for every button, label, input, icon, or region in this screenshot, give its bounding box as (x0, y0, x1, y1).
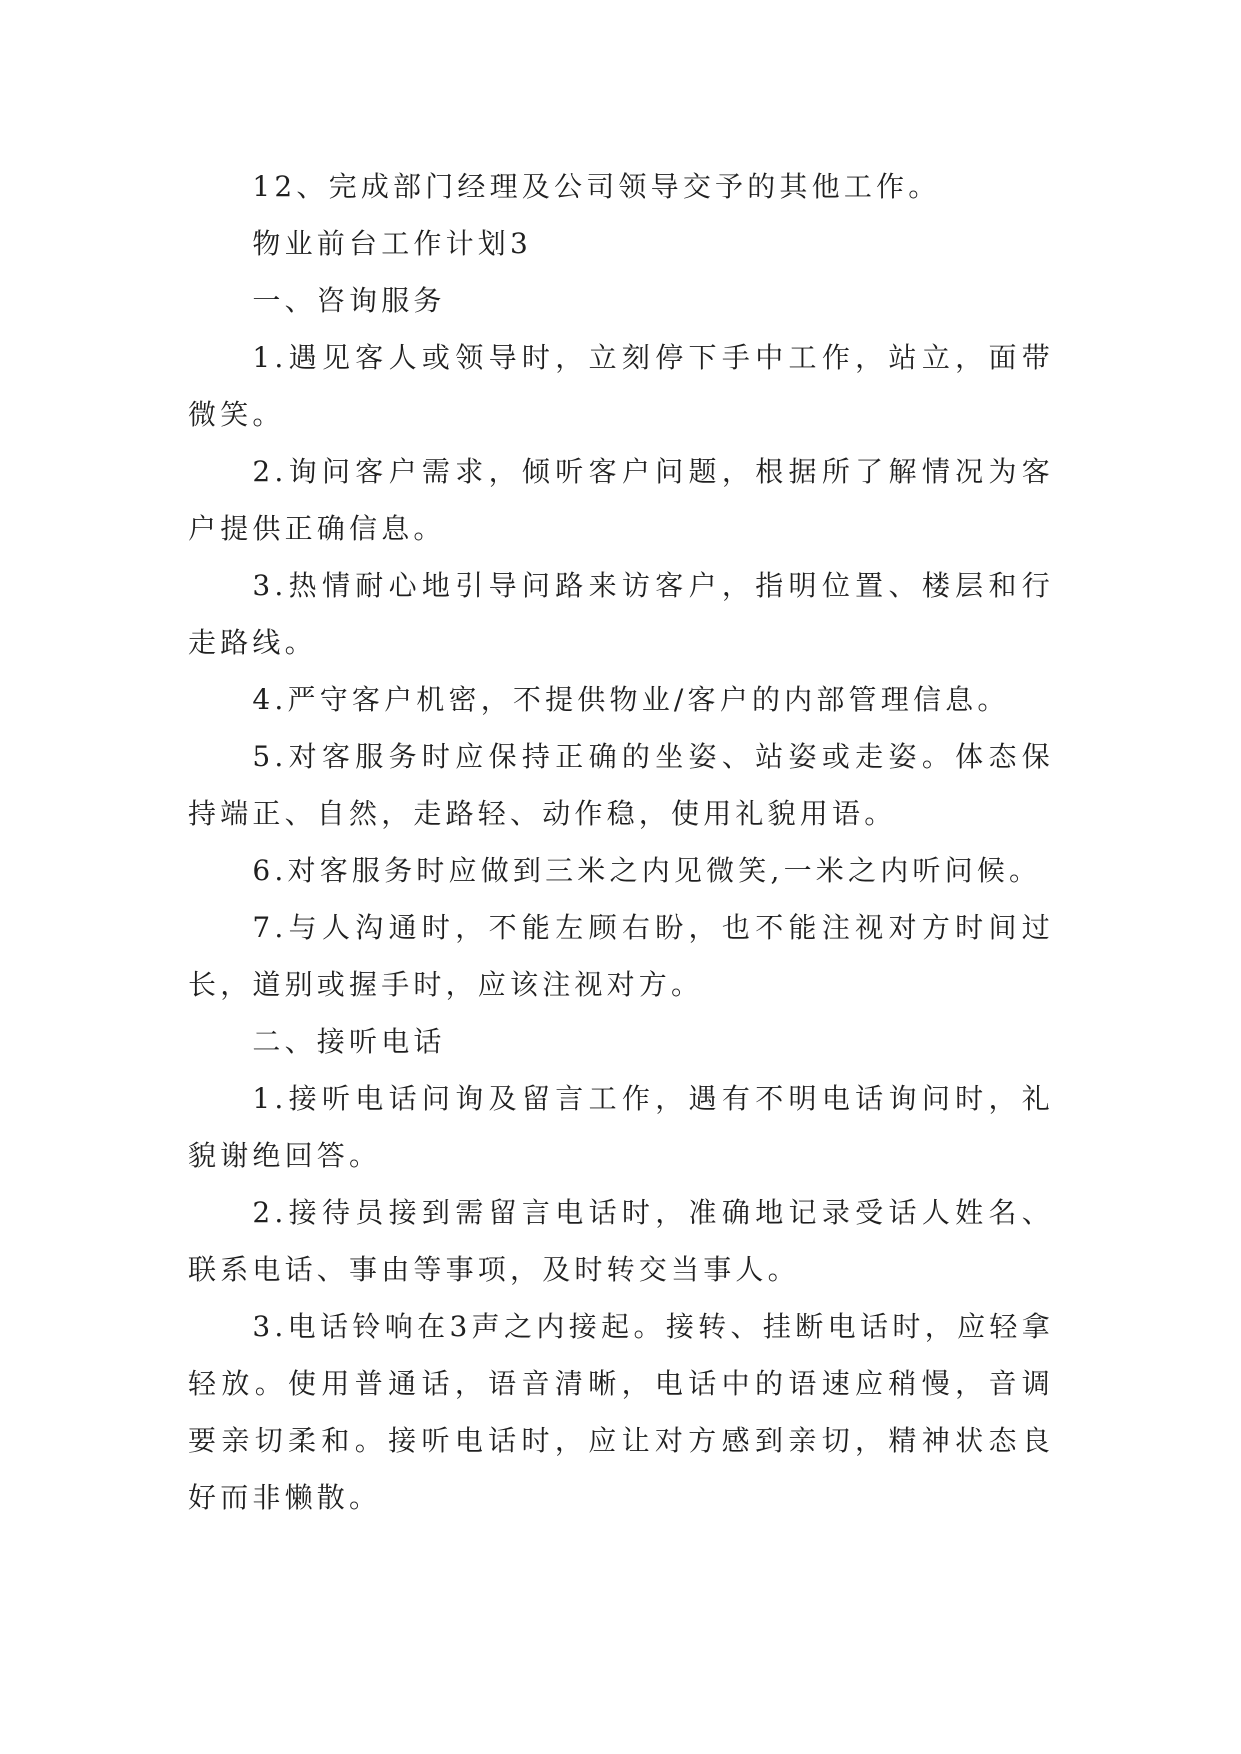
paragraph-consult-2: 2.询问客户需求，倾听客户问题，根据所了解情况为客户提供正确信息。 (188, 455, 1054, 545)
heading-phone-service: 二、接听电话 (252, 1025, 446, 1058)
paragraph-consult-6: 6.对客服务时应做到三米之内见微笑,一米之内听问候。 (252, 854, 1042, 887)
paragraph-consult-5: 5.对客服务时应保持正确的坐姿、站姿或走姿。体态保持端正、自然，走路轻、动作稳，使用礼貌用语。 (188, 740, 1054, 830)
paragraph-consult-7: 7.与人沟通时，不能左顾右盼，也不能注视对方时间过长，道别或握手时，应该注视对方。 (188, 911, 1054, 1001)
document-body (188, 158, 1054, 1526)
heading-consulting-service: 一、咨询服务 (252, 284, 446, 317)
paragraph-consult-3: 3.热情耐心地引导问路来访客户，指明位置、楼层和行走路线。 (188, 569, 1054, 659)
paragraph-consult-1: 1.遇见客人或领导时，立刻停下手中工作，站立，面带微笑。 (188, 341, 1054, 431)
paragraph-phone-1: 1.接听电话问询及留言工作，遇有不明电话询问时，礼貌谢绝回答。 (188, 1082, 1054, 1172)
paragraph-consult-4: 4.严守客户机密，不提供物业/客户的内部管理信息。 (252, 683, 1010, 716)
paragraph-phone-2: 2.接待员接到需留言电话时，准确地记录受话人姓名、联系电话、事由等事项，及时转交当事人。 (188, 1196, 1054, 1286)
paragraph-item-12: 12、完成部门经理及公司领导交予的其他工作。 (252, 170, 941, 203)
paragraph-phone-3: 3.电话铃响在3声之内接起。接转、挂断电话时，应轻拿轻放。使用普通话，语音清晰，电话中的语速应稍慢，音调要亲切柔和。接听电话时，应让对方感到亲切，精神状态良好而非懒散。 (188, 1310, 1054, 1514)
section-title: 物业前台工作计划3 (252, 227, 533, 260)
